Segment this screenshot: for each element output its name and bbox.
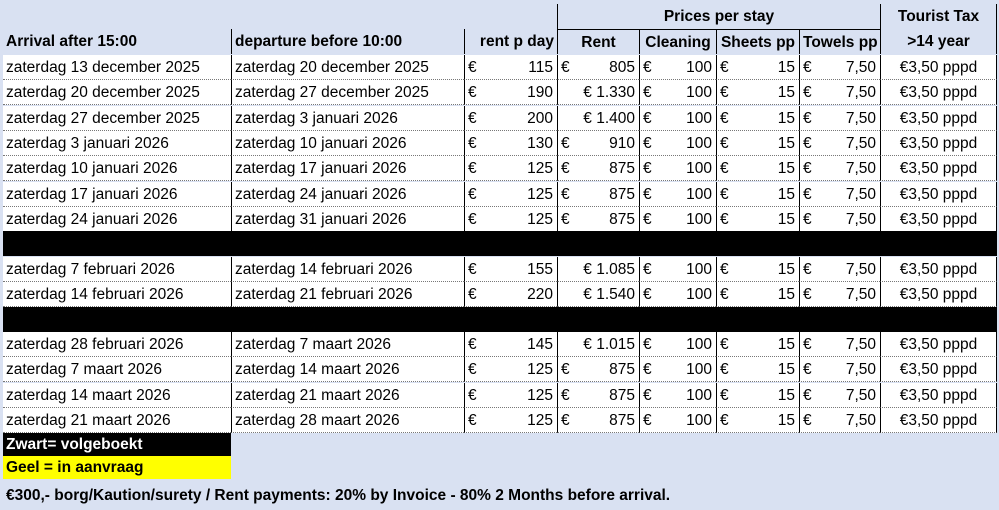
currency-symbol: € (720, 84, 729, 102)
currency-symbol: € (468, 134, 477, 152)
table-row (0, 106, 999, 131)
rent-value: 875 (609, 185, 635, 203)
rent-cell (557, 80, 639, 105)
cleaning-cell (639, 131, 716, 156)
towels-value: 7,50 (845, 109, 876, 127)
currency-symbol: € (803, 386, 812, 404)
currency-symbol: € (468, 185, 477, 203)
sheets-cell (716, 332, 799, 357)
currency-symbol: € (720, 336, 729, 353)
cleaning-value: 100 (686, 109, 712, 127)
arrival-cell: zaterdag 7 februari 2026 (3, 257, 231, 282)
currency-symbol: € (643, 185, 652, 203)
sheets-cell (716, 182, 799, 207)
towels-value: 7,50 (845, 386, 876, 404)
rent-per-day-value: 125 (527, 361, 553, 379)
currency-symbol: € (720, 286, 729, 304)
rent-value: 875 (609, 361, 635, 379)
tourist-tax-cell: €3,50 pppd (880, 383, 997, 408)
currency-symbol: € (643, 160, 652, 178)
table-row (0, 257, 999, 282)
rent-cell (557, 207, 639, 232)
towels-cell (799, 106, 880, 131)
currency-symbol: € (803, 361, 812, 379)
towels-cell (799, 80, 880, 105)
sheets-cell (716, 55, 799, 80)
sheets-value: 15 (777, 261, 795, 278)
currency-symbol: € (803, 160, 812, 178)
currency-symbol: € (720, 109, 729, 127)
cleaning-cell (639, 182, 716, 207)
departure-cell: zaterdag 27 december 2025 (231, 80, 464, 105)
currency-symbol: € (803, 185, 812, 203)
rent-per-day-value: 125 (527, 160, 553, 178)
rent-cell (557, 257, 639, 282)
tourist-tax-cell: €3,50 pppd (880, 207, 997, 232)
currency-symbol: € (720, 261, 729, 278)
sheets-value: 15 (777, 361, 795, 379)
rent-per-day-value: 145 (527, 336, 553, 353)
currency-symbol: € (720, 361, 729, 379)
rent-value: 875 (609, 160, 635, 178)
cleaning-value: 100 (686, 185, 712, 203)
table-row (0, 55, 999, 80)
currency-symbol: € (803, 109, 812, 127)
tourist-tax-cell: €3,50 pppd (880, 106, 997, 131)
cleaning-cell (639, 55, 716, 80)
sheets-value: 15 (777, 286, 795, 304)
cleaning-value: 100 (686, 59, 712, 76)
legend-requested: Geel = in aanvraag (3, 456, 231, 479)
sheets-cell (716, 257, 799, 282)
currency-symbol: € (803, 210, 812, 228)
rent-per-day-cell (464, 80, 557, 105)
rent-per-day-cell (464, 106, 557, 131)
towels-value: 7,50 (845, 336, 876, 353)
table-row (0, 131, 999, 156)
sheets-value: 15 (777, 210, 795, 228)
cleaning-value: 100 (686, 84, 712, 102)
sheets-value: 15 (777, 386, 795, 404)
currency-symbol: € (468, 286, 477, 304)
tourist-tax-cell: €3,50 pppd (880, 80, 997, 105)
rent-cell (557, 357, 639, 382)
rent-p-day-header: rent p day (464, 29, 557, 54)
tourist-tax-cell: €3,50 pppd (880, 357, 997, 382)
towels-value: 7,50 (845, 411, 876, 429)
rent-per-day-value: 125 (527, 185, 553, 203)
rent-value: € 1.330 (583, 84, 635, 102)
towels-cell (799, 207, 880, 232)
towels-value: 7,50 (845, 59, 876, 76)
tourist-tax-cell: €3,50 pppd (880, 182, 997, 207)
tourist-tax-cell: €3,50 pppd (880, 156, 997, 181)
departure-header: departure before 10:00 (231, 29, 464, 54)
cleaning-value: 100 (686, 134, 712, 152)
currency-symbol: € (561, 160, 570, 178)
currency-symbol: € (803, 84, 812, 102)
arrival-cell: zaterdag 24 januari 2026 (3, 207, 231, 232)
rent-value: 875 (609, 411, 635, 429)
sheets-cell (716, 383, 799, 408)
rent-per-day-value: 200 (527, 109, 553, 127)
tourist-tax-cell: €3,50 pppd (880, 257, 997, 282)
towels-cell (799, 332, 880, 357)
currency-symbol: € (803, 336, 812, 353)
currency-symbol: € (803, 411, 812, 429)
towels-cell (799, 257, 880, 282)
sheets-cell (716, 156, 799, 181)
tourist-tax-cell: €3,50 pppd (880, 408, 997, 433)
table-row (0, 408, 999, 433)
rent-value: € 1.085 (583, 261, 635, 278)
departure-cell: zaterdag 14 februari 2026 (231, 257, 464, 282)
departure-cell: zaterdag 3 januari 2026 (231, 106, 464, 131)
cleaning-cell (639, 257, 716, 282)
table-row (0, 207, 999, 232)
cleaning-cell (639, 156, 716, 181)
rent-cell (557, 131, 639, 156)
currency-symbol: € (468, 109, 477, 127)
towels-value: 7,50 (845, 84, 876, 102)
rent-value: 875 (609, 210, 635, 228)
cleaning-cell (639, 80, 716, 105)
towels-value: 7,50 (845, 286, 876, 304)
tourist-tax-header: Tourist Tax (880, 4, 997, 29)
currency-symbol: € (803, 286, 812, 304)
currency-symbol: € (803, 59, 812, 76)
currency-symbol: € (643, 411, 652, 429)
rent-per-day-cell (464, 383, 557, 408)
currency-symbol: € (720, 386, 729, 404)
towels-header: Towels pp (799, 29, 880, 54)
departure-cell: zaterdag 21 februari 2026 (231, 282, 464, 307)
currency-symbol: € (468, 59, 477, 76)
rent-per-day-value: 155 (527, 261, 553, 278)
rent-per-day-cell (464, 207, 557, 232)
departure-cell: zaterdag 14 maart 2026 (231, 357, 464, 382)
prices-per-stay-header: Prices per stay (557, 4, 880, 29)
currency-symbol: € (720, 411, 729, 429)
arrival-cell: zaterdag 14 februari 2026 (3, 282, 231, 307)
legend-booked: Zwart= volgeboekt (3, 433, 231, 456)
sheets-value: 15 (777, 160, 795, 178)
currency-symbol: € (561, 185, 570, 203)
currency-symbol: € (468, 210, 477, 228)
rent-header: Rent (557, 29, 639, 54)
currency-symbol: € (643, 361, 652, 379)
booked-gap-row (3, 231, 997, 256)
currency-symbol: € (803, 134, 812, 152)
rent-per-day-cell (464, 357, 557, 382)
rent-value: € 1.400 (583, 109, 635, 127)
towels-value: 7,50 (845, 134, 876, 152)
sheets-value: 15 (777, 185, 795, 203)
currency-symbol: € (561, 361, 570, 379)
rent-cell (557, 332, 639, 357)
sheets-value: 15 (777, 411, 795, 429)
currency-symbol: € (720, 185, 729, 203)
sheets-value: 15 (777, 109, 795, 127)
rent-value: € 1.540 (583, 286, 635, 304)
currency-symbol: € (643, 59, 652, 76)
currency-symbol: € (468, 336, 477, 353)
towels-cell (799, 383, 880, 408)
rent-cell (557, 408, 639, 433)
tourist-tax-cell: €3,50 pppd (880, 332, 997, 357)
currency-symbol: € (561, 134, 570, 152)
rent-per-day-cell (464, 55, 557, 80)
currency-symbol: € (468, 411, 477, 429)
sheets-cell (716, 106, 799, 131)
table-row (0, 332, 999, 357)
cleaning-value: 100 (686, 210, 712, 228)
rent-per-day-cell (464, 182, 557, 207)
rent-per-day-cell (464, 156, 557, 181)
currency-symbol: € (468, 361, 477, 379)
rent-per-day-cell (464, 131, 557, 156)
towels-cell (799, 182, 880, 207)
rent-per-day-cell (464, 332, 557, 357)
currency-symbol: € (643, 134, 652, 152)
currency-symbol: € (561, 210, 570, 228)
currency-symbol: € (720, 59, 729, 76)
towels-value: 7,50 (845, 261, 876, 278)
sheets-cell (716, 282, 799, 307)
tourist-tax-cell: €3,50 pppd (880, 131, 997, 156)
table-row (0, 156, 999, 181)
towels-cell (799, 131, 880, 156)
arrival-cell: zaterdag 7 maart 2026 (3, 357, 231, 382)
arrival-cell: zaterdag 10 januari 2026 (3, 156, 231, 181)
currency-symbol: € (643, 109, 652, 127)
towels-cell (799, 408, 880, 433)
currency-symbol: € (643, 386, 652, 404)
currency-symbol: € (561, 386, 570, 404)
rent-cell (557, 106, 639, 131)
currency-symbol: € (468, 261, 477, 278)
table-row (0, 357, 999, 382)
cleaning-value: 100 (686, 160, 712, 178)
towels-value: 7,50 (845, 160, 876, 178)
sheets-cell (716, 357, 799, 382)
currency-symbol: € (720, 160, 729, 178)
currency-symbol: € (561, 59, 570, 76)
departure-cell: zaterdag 24 januari 2026 (231, 182, 464, 207)
cleaning-cell (639, 383, 716, 408)
rent-cell (557, 282, 639, 307)
towels-cell (799, 282, 880, 307)
tourist-tax-cell: €3,50 pppd (880, 55, 997, 80)
currency-symbol: € (643, 210, 652, 228)
cleaning-cell (639, 282, 716, 307)
table-row (0, 282, 999, 307)
rent-per-day-value: 115 (528, 59, 553, 76)
rent-value: 910 (609, 134, 635, 152)
currency-symbol: € (720, 210, 729, 228)
cleaning-value: 100 (686, 411, 712, 429)
cleaning-value: 100 (686, 336, 712, 353)
currency-symbol: € (643, 84, 652, 102)
arrival-cell: zaterdag 21 maart 2026 (3, 408, 231, 433)
currency-symbol: € (643, 286, 652, 304)
tourist-tax-cell: €3,50 pppd (880, 282, 997, 307)
currency-symbol: € (468, 160, 477, 178)
towels-value: 7,50 (845, 185, 876, 203)
currency-symbol: € (643, 261, 652, 278)
rent-per-day-value: 125 (527, 386, 553, 404)
arrival-cell: zaterdag 14 maart 2026 (3, 383, 231, 408)
cleaning-value: 100 (686, 361, 712, 379)
footer-note: €300,- borg/Kaution/surety / Rent payments: 20% by Invoice - 80% 2 Months before arrival. (6, 487, 671, 504)
rent-per-day-cell (464, 257, 557, 282)
rent-per-day-value: 125 (527, 411, 553, 429)
rent-cell (557, 182, 639, 207)
table-row (0, 383, 999, 408)
rent-per-day-cell (464, 282, 557, 307)
rent-value: € 1.015 (583, 336, 635, 353)
towels-cell (799, 156, 880, 181)
towels-value: 7,50 (845, 210, 876, 228)
arrival-cell: zaterdag 20 december 2025 (3, 80, 231, 105)
arrival-cell: zaterdag 13 december 2025 (3, 55, 231, 80)
towels-cell (799, 55, 880, 80)
sheets-cell (716, 131, 799, 156)
sheets-cell (716, 80, 799, 105)
rent-per-day-value: 130 (527, 134, 553, 152)
cleaning-value: 100 (686, 386, 712, 404)
currency-symbol: € (803, 261, 812, 278)
departure-cell: zaterdag 28 maart 2026 (231, 408, 464, 433)
arrival-cell: zaterdag 27 december 2025 (3, 106, 231, 131)
header-row-columns (0, 29, 999, 54)
sheets-value: 15 (777, 59, 795, 76)
sheets-cell (716, 408, 799, 433)
currency-symbol: € (561, 411, 570, 429)
rent-value: 805 (609, 59, 635, 76)
departure-cell: zaterdag 31 januari 2026 (231, 207, 464, 232)
rent-per-day-value: 125 (527, 210, 553, 228)
arrival-cell: zaterdag 3 januari 2026 (3, 131, 231, 156)
sheets-value: 15 (777, 84, 795, 102)
currency-symbol: € (468, 84, 477, 102)
cleaning-value: 100 (686, 286, 712, 304)
rent-cell (557, 55, 639, 80)
rent-cell (557, 383, 639, 408)
arrival-header: Arrival after 15:00 (6, 33, 137, 50)
departure-cell: zaterdag 20 december 2025 (231, 55, 464, 80)
sheets-header: Sheets pp (716, 29, 799, 54)
table-row (0, 182, 999, 207)
sheets-value: 15 (777, 336, 795, 353)
tourist-tax-subheader: >14 year (880, 29, 997, 54)
departure-cell: zaterdag 10 januari 2026 (231, 131, 464, 156)
cleaning-cell (639, 332, 716, 357)
departure-cell: zaterdag 17 januari 2026 (231, 156, 464, 181)
towels-value: 7,50 (845, 361, 876, 379)
departure-cell: zaterdag 7 maart 2026 (231, 332, 464, 357)
towels-cell (799, 357, 880, 382)
rent-value: 875 (609, 386, 635, 404)
rent-cell (557, 156, 639, 181)
arrival-cell: zaterdag 17 januari 2026 (3, 182, 231, 207)
header-row-top (0, 4, 999, 29)
cleaning-cell (639, 106, 716, 131)
arrival-cell: zaterdag 28 februari 2026 (3, 332, 231, 357)
cleaning-cell (639, 357, 716, 382)
departure-cell: zaterdag 21 maart 2026 (231, 383, 464, 408)
cleaning-cell (639, 408, 716, 433)
rent-per-day-value: 190 (527, 84, 553, 102)
cleaning-header: Cleaning (639, 29, 716, 54)
rent-per-day-value: 220 (527, 286, 553, 304)
currency-symbol: € (468, 386, 477, 404)
sheets-cell (716, 207, 799, 232)
table-row (0, 80, 999, 105)
booked-gap-row (3, 307, 997, 332)
sheets-value: 15 (777, 134, 795, 152)
currency-symbol: € (643, 336, 652, 353)
cleaning-value: 100 (686, 261, 712, 278)
currency-symbol: € (720, 134, 729, 152)
cleaning-cell (639, 207, 716, 232)
rent-per-day-cell (464, 408, 557, 433)
